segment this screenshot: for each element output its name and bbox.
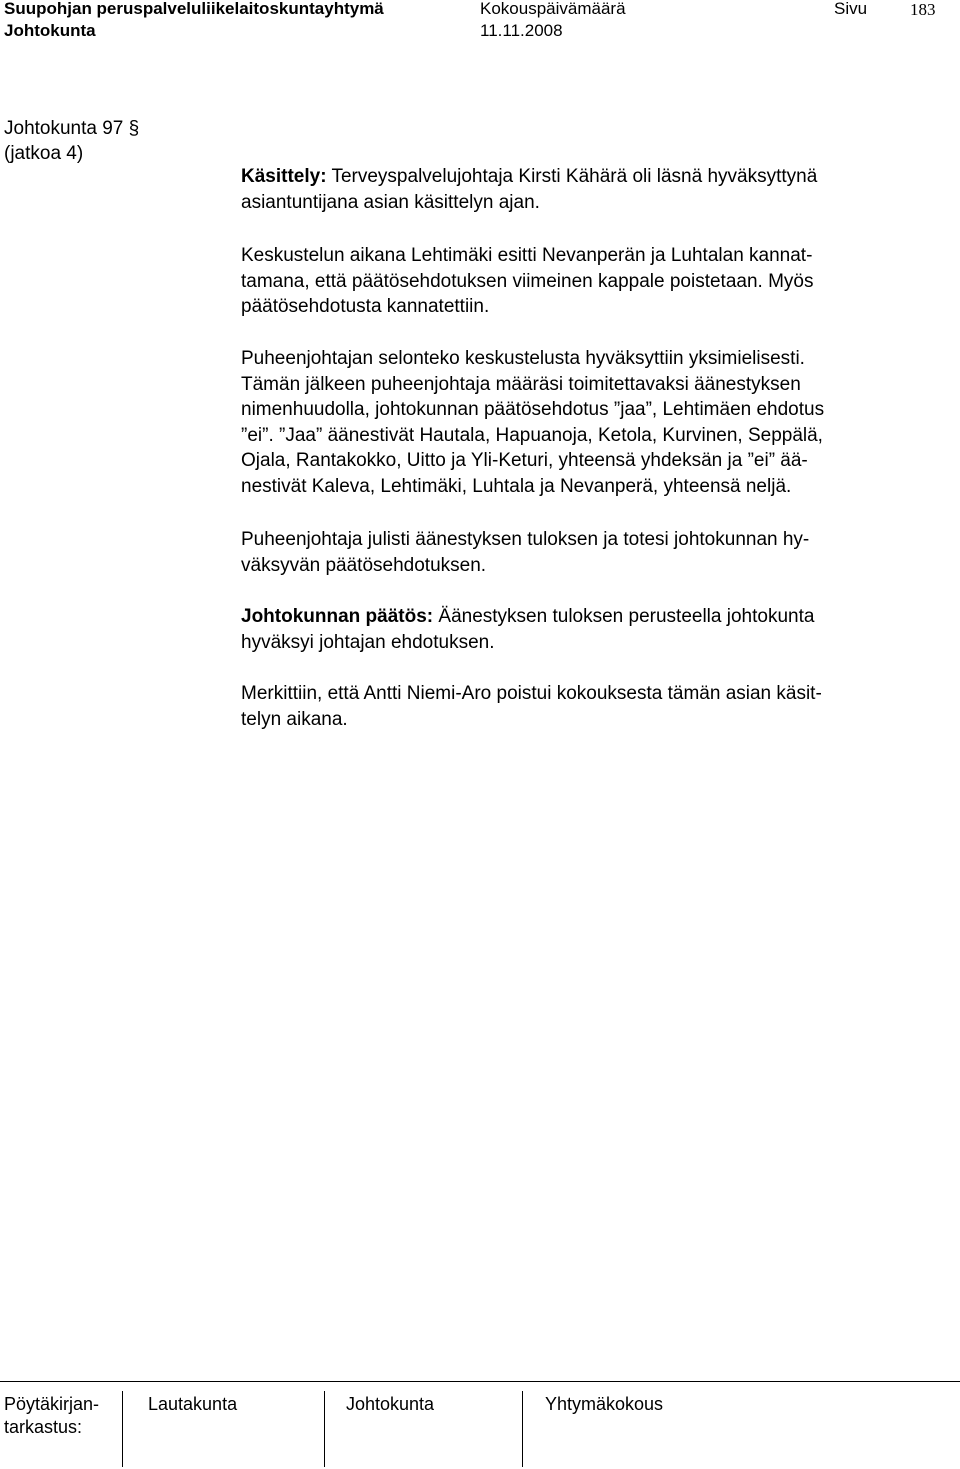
page-number: 183 bbox=[910, 0, 936, 19]
signature-line-1 bbox=[122, 1391, 123, 1467]
paragraph-result: Puheenjohtaja julisti äänestyksen tuloksen ja totesi johtokunnan hy- väksyvän päätösehdotuksen. bbox=[241, 529, 810, 576]
signature-line-2 bbox=[324, 1391, 325, 1467]
kasittely-label: Käsittely: bbox=[241, 166, 327, 187]
footer-divider bbox=[0, 1381, 960, 1382]
section-title: Johtokunta 97 § bbox=[4, 118, 140, 139]
paragraph-voting: Puheenjohtajan selonteko keskustelusta hyväksyttiin yksimielisesti. Tämän jälkeen puheenjohtaja määräsi toimitettavaksi äänestyksen nimenhuudolla, johtokunnan päätösehdotus ”jaa”, Lehtimäen ehdotus ”ei”. ”Jaa” äänestivät Hautala, Hapuanoja, Ketola, Kurvinen, Seppälä, Ojala, Rantakokko, Uitto ja Yli-Keturi, yhteensä yhdeksän ja ”ei” ää- nestivät Kaleva, Lehtimäki, Luhtala ja Nevanperä, yhteensä neljä. bbox=[241, 348, 825, 497]
body-name: Johtokunta bbox=[4, 21, 96, 40]
decision-label: Johtokunnan päätös: bbox=[241, 606, 434, 627]
date-label: Kokouspäivämäärä bbox=[480, 0, 626, 18]
footer-col-johtokunta: Johtokunta bbox=[346, 1394, 435, 1414]
paragraph-decision bbox=[241, 604, 814, 655]
footer-col-yhtymakokous: Yhtymäkokous bbox=[545, 1394, 664, 1414]
decision-text: Äänestyksen tuloksen perusteella johtokunta hyväksyi johtajan ehdotuksen. bbox=[241, 606, 815, 653]
footer-col-lautakunta: Lautakunta bbox=[148, 1394, 238, 1414]
organization-name: Suupohjan peruspalveluliikelaitoskuntayhtymä bbox=[4, 0, 384, 18]
section-subtitle: (jatkoa 4) bbox=[4, 143, 84, 164]
check-label-line2: tarkastus: bbox=[4, 1417, 83, 1437]
paragraph-discussion: Keskustelun aikana Lehtimäki esitti Nevanperän ja Luhtalan kannat- tamana, että päätösehdotuksen viimeinen kappale poistetaan. Myös päätösehdotusta kannatettiin. bbox=[241, 245, 814, 317]
kasittely-text: Terveyspalvelujohtaja Kirsti Kähärä oli läsnä hyväksyttynä asiantuntijana asian käsittelyn ajan. bbox=[241, 166, 818, 213]
check-label-line1: Pöytäkirjan- bbox=[4, 1394, 100, 1414]
date-value: 11.11.2008 bbox=[480, 21, 563, 40]
paragraph-note: Merkittiin, että Antti Niemi-Aro poistui kokouksesta tämän asian käsit- telyn aikana. bbox=[241, 683, 822, 730]
signature-line-3 bbox=[522, 1391, 523, 1467]
page-label: Sivu bbox=[834, 0, 868, 18]
paragraph-kasittely bbox=[241, 164, 817, 215]
